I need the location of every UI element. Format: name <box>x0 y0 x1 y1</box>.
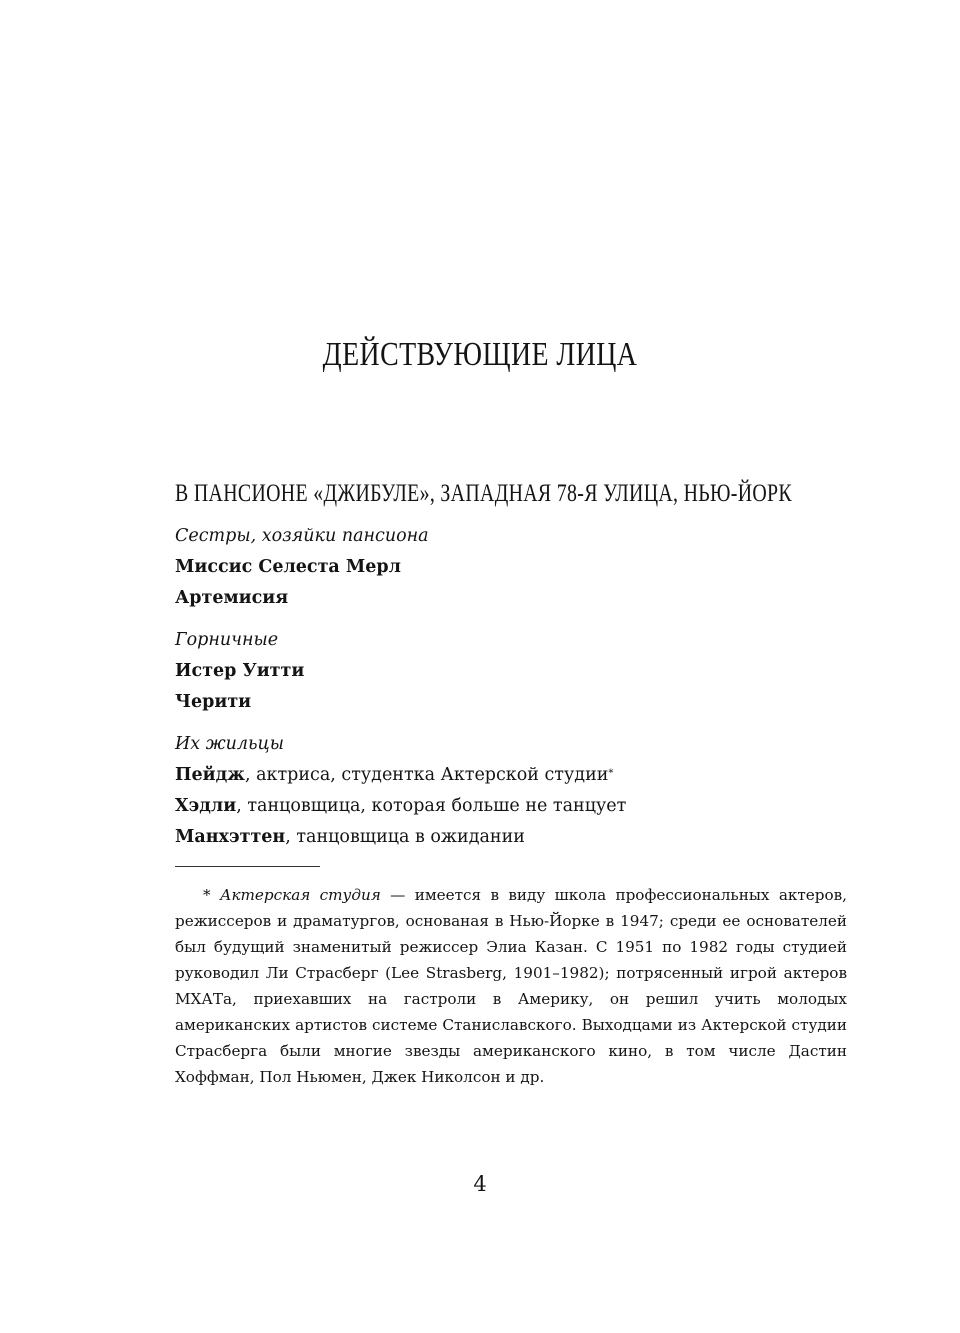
cast-group <box>175 625 815 718</box>
cast-role <box>175 822 815 853</box>
group-label: Горничные <box>175 630 279 650</box>
role-name: Хэдли <box>175 796 237 816</box>
footnote <box>175 882 847 1090</box>
cast-role <box>175 687 815 718</box>
role-description: , танцовщица, которая больше не танцует <box>236 796 627 816</box>
role-name: Пейдж <box>175 765 245 785</box>
footnote-rule <box>175 866 320 867</box>
section-heading: В ПАНСИОНЕ «ДЖИБУЛЕ», ЗАПАДНАЯ 78-Я УЛИЦА, НЬЮ-ЙОРК <box>175 480 792 507</box>
role-description: , актриса, студентка Актерской студии <box>244 765 609 785</box>
cast-list <box>175 521 815 864</box>
page-number: 4 <box>473 1172 487 1196</box>
cast-role <box>175 656 815 687</box>
role-description: , танцовщица в ожидании <box>285 827 525 847</box>
cast-role <box>175 583 815 614</box>
cast-group <box>175 729 815 853</box>
cast-group <box>175 521 815 614</box>
role-name: Истер Уитти <box>175 661 305 681</box>
role-name: Артемисия <box>175 588 289 608</box>
footnote-mark[interactable]: * <box>608 768 614 779</box>
footnote-text: — имеется в виду школа профессиональных актеров, режиссеров и драматургов, основаная в Нью-Йорке в 1947; среди ее основателей был будущий знаменитый режиссер Элиа Казан. С 1951 по 1982 годы студией руководил Ли Страсберг (Lee Strasberg, 1901–1982); потрясенный игрой актеров МХАТа, приехавших на гастроли в Америку, он решил учить молодых американских артистов системе Станиславского. Выходцами из Актерской студии Страсберга были многие звезды американского кино, в том числе Дастин Хоффман, Пол Ньюмен, Джек Николсон и др. <box>175 886 847 1086</box>
cast-role <box>175 552 815 583</box>
footnote-mark: * <box>203 886 211 904</box>
role-name: Миссис Селеста Мерл <box>175 557 401 577</box>
role-name: Черити <box>175 692 252 712</box>
role-name: Манхэттен <box>175 827 286 847</box>
cast-role <box>175 760 815 791</box>
footnote-term: Актерская студия <box>219 886 381 904</box>
group-label: Сестры, хозяйки пансиона <box>175 526 429 546</box>
page-title: ДЕЙСТВУЮЩИЕ ЛИЦА <box>322 336 638 373</box>
cast-role <box>175 791 815 822</box>
group-label: Их жильцы <box>175 734 284 754</box>
